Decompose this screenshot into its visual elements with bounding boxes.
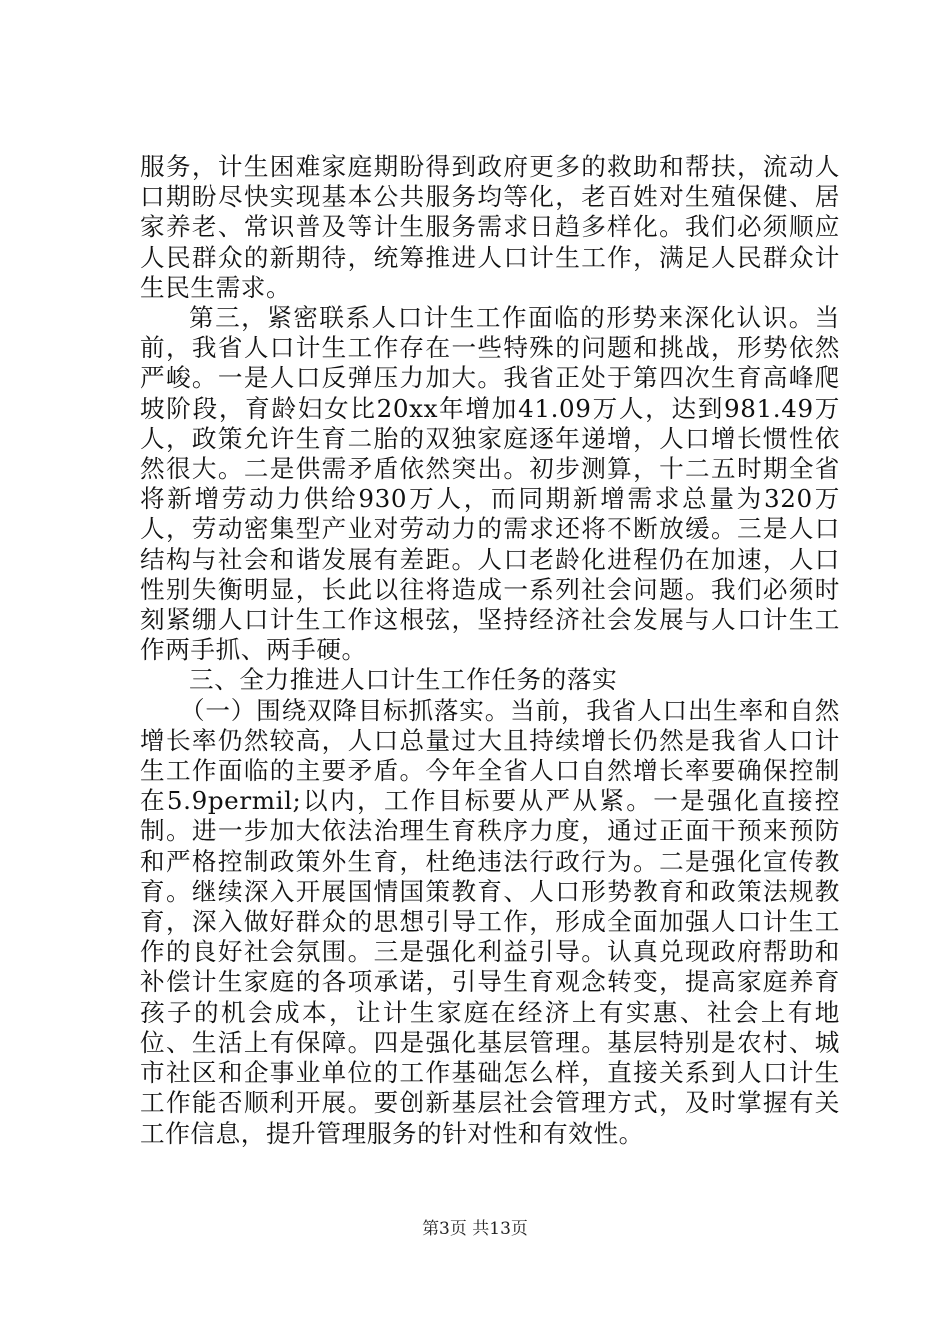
document-body [140, 152, 840, 1149]
paragraph-subsection-one: （一）围绕双降目标抓落实。当前，我省人口出生率和自然增长率仍然较高，人口总量过大且持续增长仍然是我省人口计生工作面临的主要矛盾。今年全省人口自然增长率要确保控制在5.9permil;以内，工作目标要从严从紧。一是强化直接控制。进一步加大依法治理生育秩序力度，通过正面干预来预防和严格控制政策外生育，杜绝违法行政行为。二是强化宣传教育。继续深入开展国情国策教育、人口形势教育和政策法规教育，深入做好群众的思想引导工作，形成全面加强人口计生工作的良好社会氛围。三是强化利益引导。认真兑现政府帮助和补偿计生家庭的各项承诺，引导生育观念转变，提高家庭养育孩子的机会成本，让计生家庭在经济上有实惠、社会上有地位、生活上有保障。四是强化基层管理。基层特别是农村、城市社区和企事业单位的工作基础怎么样，直接关系到人口计生工作能否顺利开展。要创新基层社会管理方式，及时掌握有关工作信息，提升管理服务的针对性和有效性。 [140, 695, 840, 1148]
paragraph-continuation: 服务，计生困难家庭期盼得到政府更多的救助和帮扶，流动人口期盼尽快实现基本公共服务均等化，老百姓对生殖保健、居家养老、常识普及等计生服务需求日趋多样化。我们必须顺应人民群众的新期待，统筹推进人口计生工作，满足人民群众计生民生需求。 [140, 152, 840, 302]
page-number-footer: 第3页 共13页 [422, 1219, 528, 1239]
paragraph-third-point: 第三，紧密联系人口计生工作面临的形势来深化认识。当前，我省人口计生工作存在一些特殊的问题和挑战，形势依然严峻。一是人口反弹压力加大。我省正处于第四次生育高峰爬坡阶段，育龄妇女比20xx年增加41.09万人，达到981.49万人，政策允许生育二胎的双独家庭逐年递增，人口增长惯性依然很大。二是供需矛盾依然突出。初步测算，十二五时期全省将新增劳动力供给930万人，而同期新增需求总量为320万人，劳动密集型产业对劳动力的需求还将不断放缓。三是人口结构与社会和谐发展有差距。人口老龄化进程仍在加速，人口性别失衡明显，长此以往将造成一系列社会问题。我们必须时刻紧绷人口计生工作这根弦，坚持经济社会发展与人口计生工作两手抓、两手硬。 [140, 303, 840, 665]
section-heading: 三、全力推进人口计生工作任务的落实 [189, 665, 618, 695]
